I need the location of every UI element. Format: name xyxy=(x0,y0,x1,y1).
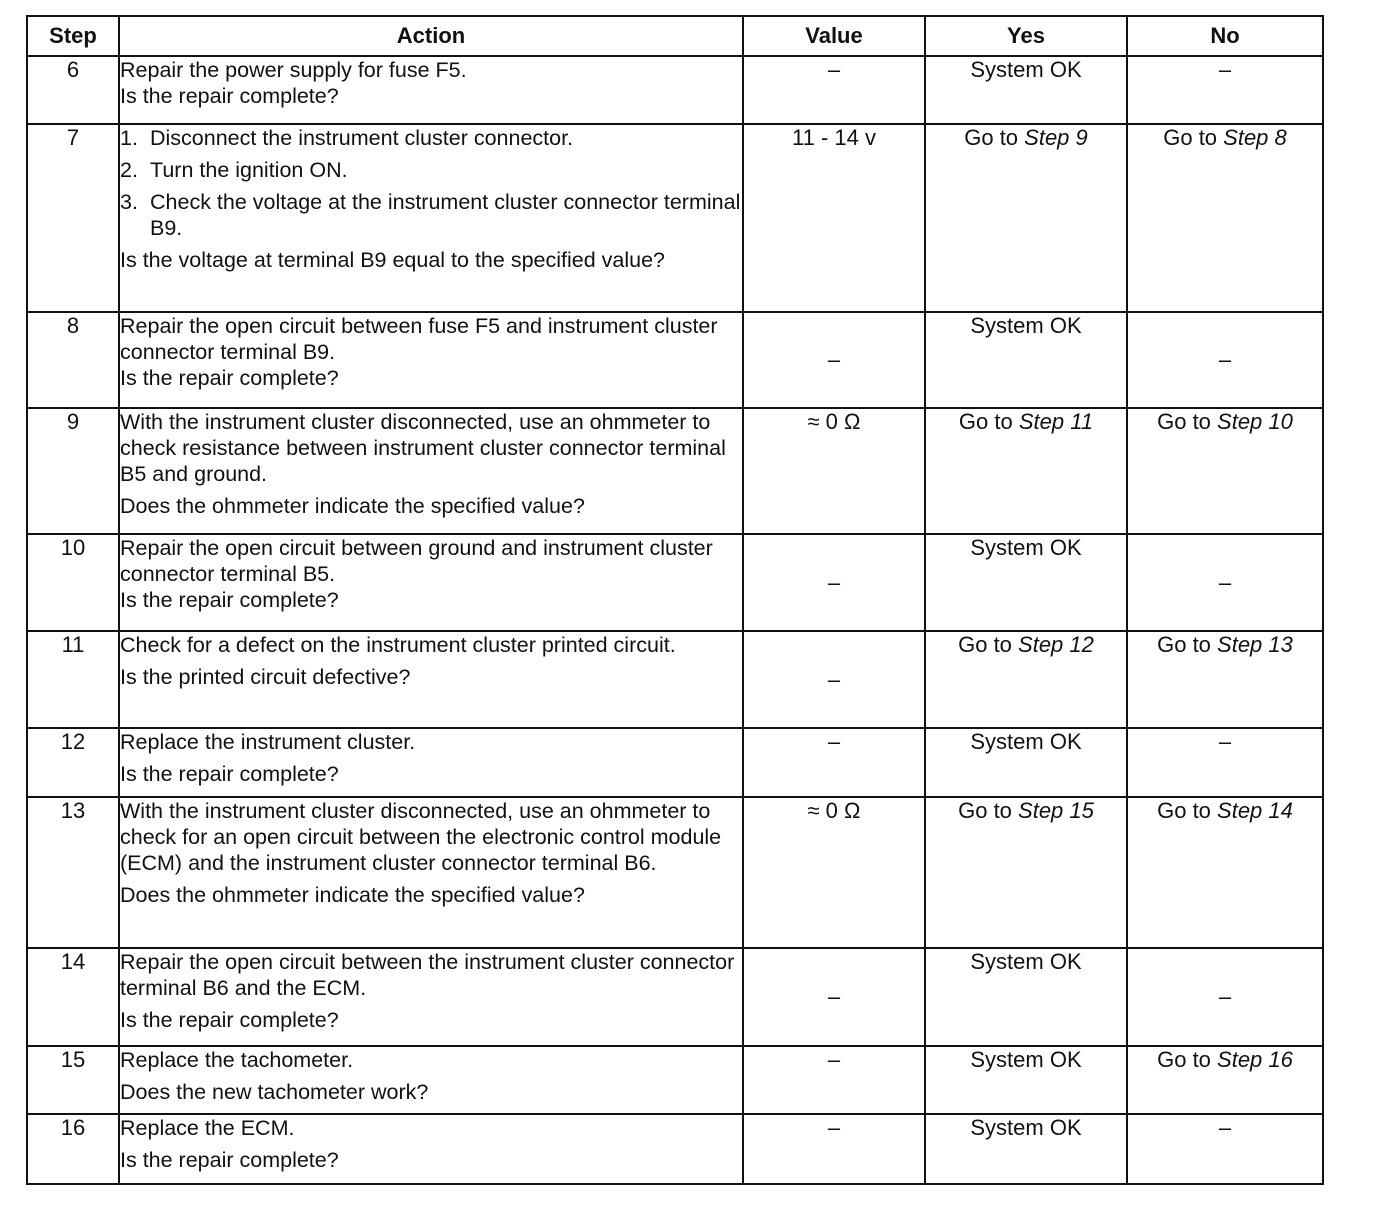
header-no: No xyxy=(1127,16,1323,56)
value-cell: – xyxy=(743,312,925,408)
action-question: Is the repair complete? xyxy=(120,1148,339,1172)
action-text: With the instrument cluster disconnected, use an ohmmeter to check resistance between instrument cluster connector terminal B5 and ground. xyxy=(120,410,726,486)
table-row xyxy=(27,534,1323,631)
yes-cell: System OK xyxy=(925,728,1127,797)
action-cell xyxy=(119,408,743,534)
yes-prefix: Go to xyxy=(964,125,1025,150)
action-cell xyxy=(119,312,743,408)
list-item xyxy=(120,189,742,241)
action-question: Does the ohmmeter indicate the specified value? xyxy=(120,883,585,907)
yes-cell: System OK xyxy=(925,312,1127,408)
step-number: 11 xyxy=(27,631,119,728)
table-row xyxy=(27,1046,1323,1114)
value-cell: – xyxy=(743,948,925,1046)
action-text: Replace the ECM. xyxy=(120,1116,295,1140)
table-row xyxy=(27,728,1323,797)
table-row xyxy=(27,797,1323,948)
action-text: Replace the instrument cluster. xyxy=(120,730,416,754)
step-reference: Step 15 xyxy=(1018,798,1094,823)
table-row xyxy=(27,312,1323,408)
value-cell: ≈ 0 Ω xyxy=(743,797,925,948)
action-question: Is the repair complete? xyxy=(120,1008,339,1032)
header-value: Value xyxy=(743,16,925,56)
action-question: Is the repair complete? xyxy=(120,366,339,390)
yes-cell: System OK xyxy=(925,56,1127,124)
no-prefix: Go to xyxy=(1157,1047,1218,1072)
value-cell: – xyxy=(743,1114,925,1184)
action-cell xyxy=(119,728,743,797)
step-reference: Step 8 xyxy=(1223,125,1287,150)
yes-cell: System OK xyxy=(925,1046,1127,1114)
no-cell xyxy=(1127,1046,1323,1114)
yes-cell xyxy=(925,408,1127,534)
value-cell: – xyxy=(743,56,925,124)
action-text: Check for a defect on the instrument cluster printed circuit. xyxy=(120,633,676,657)
list-text: Check the voltage at the instrument cluster connector terminal B9. xyxy=(150,190,741,240)
diagnostic-table xyxy=(26,15,1324,1185)
action-question: Is the repair complete? xyxy=(120,84,339,108)
step-number: 15 xyxy=(27,1046,119,1114)
step-number: 9 xyxy=(27,408,119,534)
yes-prefix: Go to xyxy=(958,632,1019,657)
yes-cell: System OK xyxy=(925,1114,1127,1184)
yes-cell xyxy=(925,124,1127,312)
action-question: Is the voltage at terminal B9 equal to the specified value? xyxy=(120,248,666,272)
no-prefix: Go to xyxy=(1157,409,1218,434)
yes-cell: System OK xyxy=(925,948,1127,1046)
step-number: 10 xyxy=(27,534,119,631)
yes-prefix: Go to xyxy=(958,798,1019,823)
action-text: Repair the power supply for fuse F5. xyxy=(120,58,467,82)
action-cell xyxy=(119,534,743,631)
yes-prefix: Go to xyxy=(958,409,1019,434)
no-cell xyxy=(1127,124,1323,312)
step-reference: Step 10 xyxy=(1217,409,1293,434)
no-cell xyxy=(1127,797,1323,948)
value-cell: – xyxy=(743,728,925,797)
step-number: 12 xyxy=(27,728,119,797)
header-row xyxy=(27,16,1323,56)
action-text: Repair the open circuit between ground and instrument cluster connector terminal B5. xyxy=(120,536,713,586)
step-number: 13 xyxy=(27,797,119,948)
step-reference: Step 12 xyxy=(1018,632,1094,657)
table-row xyxy=(27,1114,1323,1184)
list-text: Turn the ignition ON. xyxy=(150,158,348,182)
value-cell: – xyxy=(743,1046,925,1114)
no-cell xyxy=(1127,408,1323,534)
yes-cell xyxy=(925,631,1127,728)
list-item xyxy=(120,125,742,151)
action-text: Repair the open circuit between the instrument cluster connector terminal B6 and the ECM. xyxy=(120,950,735,1000)
action-cell xyxy=(119,631,743,728)
action-cell xyxy=(119,948,743,1046)
yes-cell: System OK xyxy=(925,534,1127,631)
table-row xyxy=(27,948,1323,1046)
action-text: With the instrument cluster disconnected, use an ohmmeter to check for an open circuit between the electronic control module (ECM) and the instrument cluster connector terminal B6. xyxy=(120,799,722,875)
action-cell xyxy=(119,56,743,124)
step-number: 16 xyxy=(27,1114,119,1184)
list-item xyxy=(120,157,742,183)
action-question: Does the ohmmeter indicate the specified value? xyxy=(120,494,585,518)
step-reference: Step 14 xyxy=(1217,798,1293,823)
list-number: 3. xyxy=(120,190,138,214)
action-cell xyxy=(119,797,743,948)
action-cell xyxy=(119,1046,743,1114)
no-cell: – xyxy=(1127,948,1323,1046)
action-text: Replace the tachometer. xyxy=(120,1048,354,1072)
no-cell xyxy=(1127,631,1323,728)
no-cell: – xyxy=(1127,56,1323,124)
no-cell: – xyxy=(1127,728,1323,797)
action-question: Is the printed circuit defective? xyxy=(120,665,411,689)
no-prefix: Go to xyxy=(1163,125,1224,150)
action-cell xyxy=(119,124,743,312)
table-row xyxy=(27,408,1323,534)
yes-cell xyxy=(925,797,1127,948)
header-step: Step xyxy=(27,16,119,56)
action-cell xyxy=(119,1114,743,1184)
no-cell: – xyxy=(1127,312,1323,408)
action-question: Is the repair complete? xyxy=(120,762,339,786)
step-reference: Step 16 xyxy=(1217,1047,1293,1072)
value-cell: – xyxy=(743,534,925,631)
no-prefix: Go to xyxy=(1157,798,1218,823)
action-question: Is the repair complete? xyxy=(120,588,339,612)
value-cell: – xyxy=(743,631,925,728)
value-cell: 11 - 14 v xyxy=(743,124,925,312)
step-number: 14 xyxy=(27,948,119,1046)
no-cell: – xyxy=(1127,534,1323,631)
step-number: 7 xyxy=(27,124,119,312)
step-reference: Step 9 xyxy=(1024,125,1088,150)
table-row xyxy=(27,124,1323,312)
list-number: 1. xyxy=(120,126,138,150)
table-row xyxy=(27,56,1323,124)
step-number: 6 xyxy=(27,56,119,124)
step-reference: Step 13 xyxy=(1217,632,1293,657)
list-number: 2. xyxy=(120,158,138,182)
header-action: Action xyxy=(119,16,743,56)
table-row xyxy=(27,631,1323,728)
action-list xyxy=(120,125,742,241)
header-yes: Yes xyxy=(925,16,1127,56)
step-reference: Step 11 xyxy=(1018,409,1094,434)
value-cell: ≈ 0 Ω xyxy=(743,408,925,534)
list-text: Disconnect the instrument cluster connector. xyxy=(150,126,574,150)
no-cell: – xyxy=(1127,1114,1323,1184)
action-text: Repair the open circuit between fuse F5 and instrument cluster connector terminal B9. xyxy=(120,314,718,364)
action-question: Does the new tachometer work? xyxy=(120,1080,429,1104)
step-number: 8 xyxy=(27,312,119,408)
no-prefix: Go to xyxy=(1157,632,1218,657)
